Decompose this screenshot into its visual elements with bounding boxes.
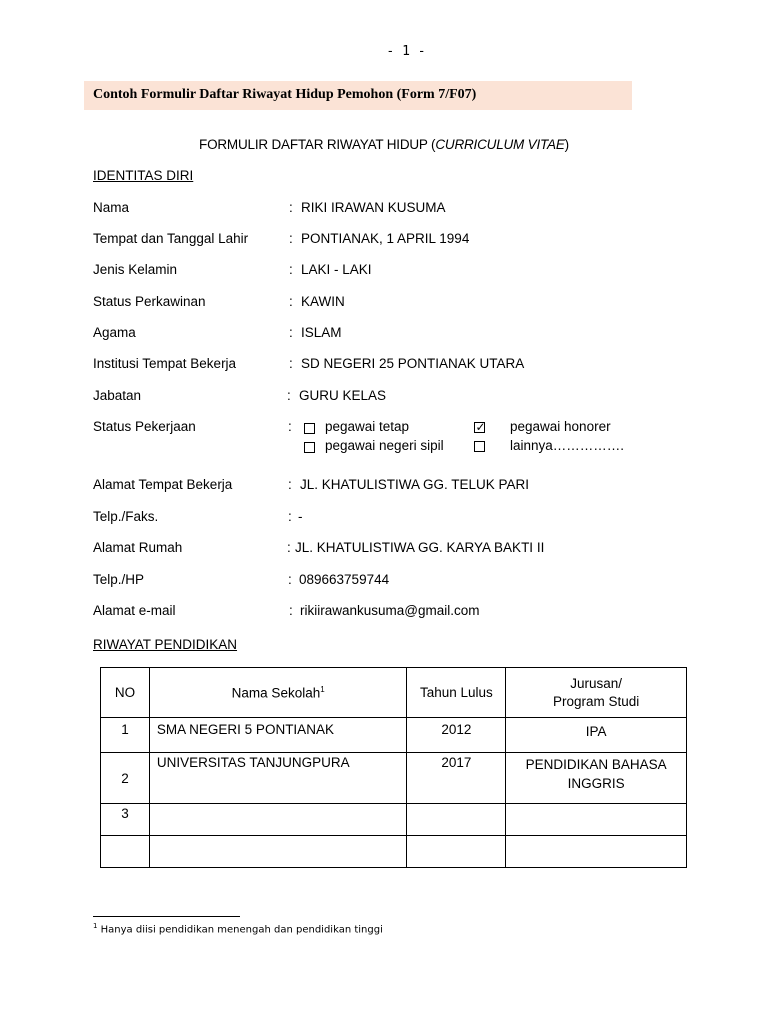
header-major bbox=[506, 668, 687, 718]
value-jabatan: GURU KELAS bbox=[299, 388, 387, 403]
label-status-perkawinan: Status Perkawinan bbox=[93, 294, 206, 309]
row-major-line1: IPA bbox=[585, 724, 607, 739]
check-mark-icon: ✓ bbox=[475, 420, 486, 434]
value-alamat-kerja: JL. KHATULISTIWA GG. TELUK PARI bbox=[300, 477, 530, 492]
row-year: 2017 bbox=[407, 753, 506, 804]
value-email: rikiirawankusuma@gmail.com bbox=[300, 603, 480, 618]
table-row bbox=[101, 753, 687, 804]
footnote-text: Hanya diisi pendidikan menengah dan pendidikan tinggi bbox=[97, 924, 383, 936]
row-major-line1: PENDIDIKAN BAHASA bbox=[525, 757, 667, 772]
row-school bbox=[149, 836, 407, 868]
footnote-number: 1 bbox=[93, 922, 98, 930]
row-school: UNIVERSITAS TANJUNGPURA bbox=[149, 753, 407, 804]
value-jenis-kelamin: LAKI - LAKI bbox=[301, 262, 372, 277]
label-telp-faks: Telp./Faks. bbox=[93, 509, 159, 524]
label-telp-hp: Telp./HP bbox=[93, 572, 145, 587]
colon-jabatan: : bbox=[287, 388, 291, 403]
colon-email: : bbox=[289, 603, 293, 618]
checkbox-pegawai-tetap[interactable] bbox=[304, 423, 315, 434]
colon-alamat-kerja: : bbox=[288, 477, 292, 492]
option-label-pegawai-honorer: pegawai honorer bbox=[510, 419, 611, 434]
row-major bbox=[506, 836, 687, 868]
label-ttl: Tempat dan Tanggal Lahir bbox=[93, 231, 249, 246]
label-jenis-kelamin: Jenis Kelamin bbox=[93, 262, 178, 277]
row-no bbox=[101, 836, 150, 868]
label-email: Alamat e-mail bbox=[93, 603, 176, 618]
form-title bbox=[0, 137, 768, 152]
row-no: 1 bbox=[101, 718, 150, 753]
header-year: Tahun Lulus bbox=[407, 668, 506, 718]
label-jabatan: Jabatan bbox=[93, 388, 142, 403]
footnote-ref: 1 bbox=[320, 684, 325, 694]
colon-agama: : bbox=[289, 325, 293, 340]
checkbox-lainnya[interactable] bbox=[474, 441, 485, 452]
label-institusi: Institusi Tempat Bekerja bbox=[93, 356, 237, 371]
row-major bbox=[506, 804, 687, 836]
colon-ttl: : bbox=[289, 231, 293, 246]
colon-nama: : bbox=[289, 200, 293, 215]
row-no: 3 bbox=[101, 804, 150, 836]
row-major bbox=[506, 753, 687, 804]
value-nama: RIKI IRAWAN KUSUMA bbox=[301, 200, 446, 215]
table-header-row bbox=[101, 668, 687, 718]
value-agama: ISLAM bbox=[301, 325, 342, 340]
form-title-suffix: ) bbox=[564, 137, 569, 152]
header-school bbox=[149, 668, 407, 718]
colon-institusi: : bbox=[289, 356, 293, 371]
label-status-pekerjaan: Status Pekerjaan bbox=[93, 419, 196, 434]
row-year: 2012 bbox=[407, 718, 506, 753]
identity-heading: IDENTITAS DIRI bbox=[93, 168, 194, 183]
label-alamat-rumah: Alamat Rumah bbox=[93, 540, 183, 555]
header-major-line1: Jurusan/ bbox=[570, 675, 623, 691]
label-nama: Nama bbox=[93, 200, 130, 215]
page-number: - 1 - bbox=[386, 44, 426, 59]
row-year bbox=[407, 804, 506, 836]
label-agama: Agama bbox=[93, 325, 136, 340]
form-title-prefix: FORMULIR DAFTAR RIWAYAT HIDUP ( bbox=[199, 137, 436, 152]
table-row bbox=[101, 804, 687, 836]
value-telp-hp: 089663759744 bbox=[299, 572, 390, 587]
colon-telp-hp: : bbox=[288, 572, 292, 587]
row-school bbox=[149, 804, 407, 836]
education-heading: RIWAYAT PENDIDIKAN bbox=[93, 637, 238, 652]
header-school-label: Nama Sekolah bbox=[231, 685, 321, 701]
option-label-pegawai-tetap: pegawai tetap bbox=[325, 419, 410, 434]
table-row bbox=[101, 718, 687, 753]
colon-alamat-rumah: : bbox=[287, 540, 291, 555]
checkbox-pegawai-negeri-sipil[interactable] bbox=[304, 442, 315, 453]
checkbox-pegawai-honorer[interactable] bbox=[474, 422, 485, 433]
header-major-line2: Program Studi bbox=[552, 693, 640, 709]
header-no: NO bbox=[101, 668, 150, 718]
value-telp-faks: - bbox=[298, 509, 303, 524]
form-title-italic: CURRICULUM VITAE bbox=[435, 137, 565, 152]
option-label-pegawai-negeri-sipil: pegawai negeri sipil bbox=[325, 438, 444, 453]
colon-status-perkawinan: : bbox=[289, 294, 293, 309]
value-ttl: PONTIANAK, 1 APRIL 1994 bbox=[301, 231, 470, 246]
row-major bbox=[506, 718, 687, 753]
row-major-line2: INGGRIS bbox=[567, 776, 625, 791]
colon-telp-faks: : bbox=[288, 509, 292, 524]
form-banner bbox=[84, 81, 632, 110]
value-institusi: SD NEGERI 25 PONTIANAK UTARA bbox=[301, 356, 525, 371]
label-alamat-kerja: Alamat Tempat Bekerja bbox=[93, 477, 233, 492]
banner-title: Contoh Formulir Daftar Riwayat Hidup Pemohon (Form 7/F07) bbox=[93, 87, 477, 102]
value-status-perkawinan: KAWIN bbox=[301, 294, 345, 309]
colon-status-pekerjaan: : bbox=[288, 419, 292, 434]
footnote bbox=[93, 922, 383, 935]
row-no: 2 bbox=[101, 753, 150, 804]
option-label-lainnya: lainnya……………. bbox=[510, 438, 625, 453]
education-table bbox=[100, 667, 687, 868]
footnote-separator bbox=[93, 916, 240, 917]
colon-jenis-kelamin: : bbox=[289, 262, 293, 277]
table-row bbox=[101, 836, 687, 868]
value-alamat-rumah: JL. KHATULISTIWA GG. KARYA BAKTI II bbox=[295, 540, 545, 555]
row-school: SMA NEGERI 5 PONTIANAK bbox=[149, 718, 407, 753]
row-year bbox=[407, 836, 506, 868]
